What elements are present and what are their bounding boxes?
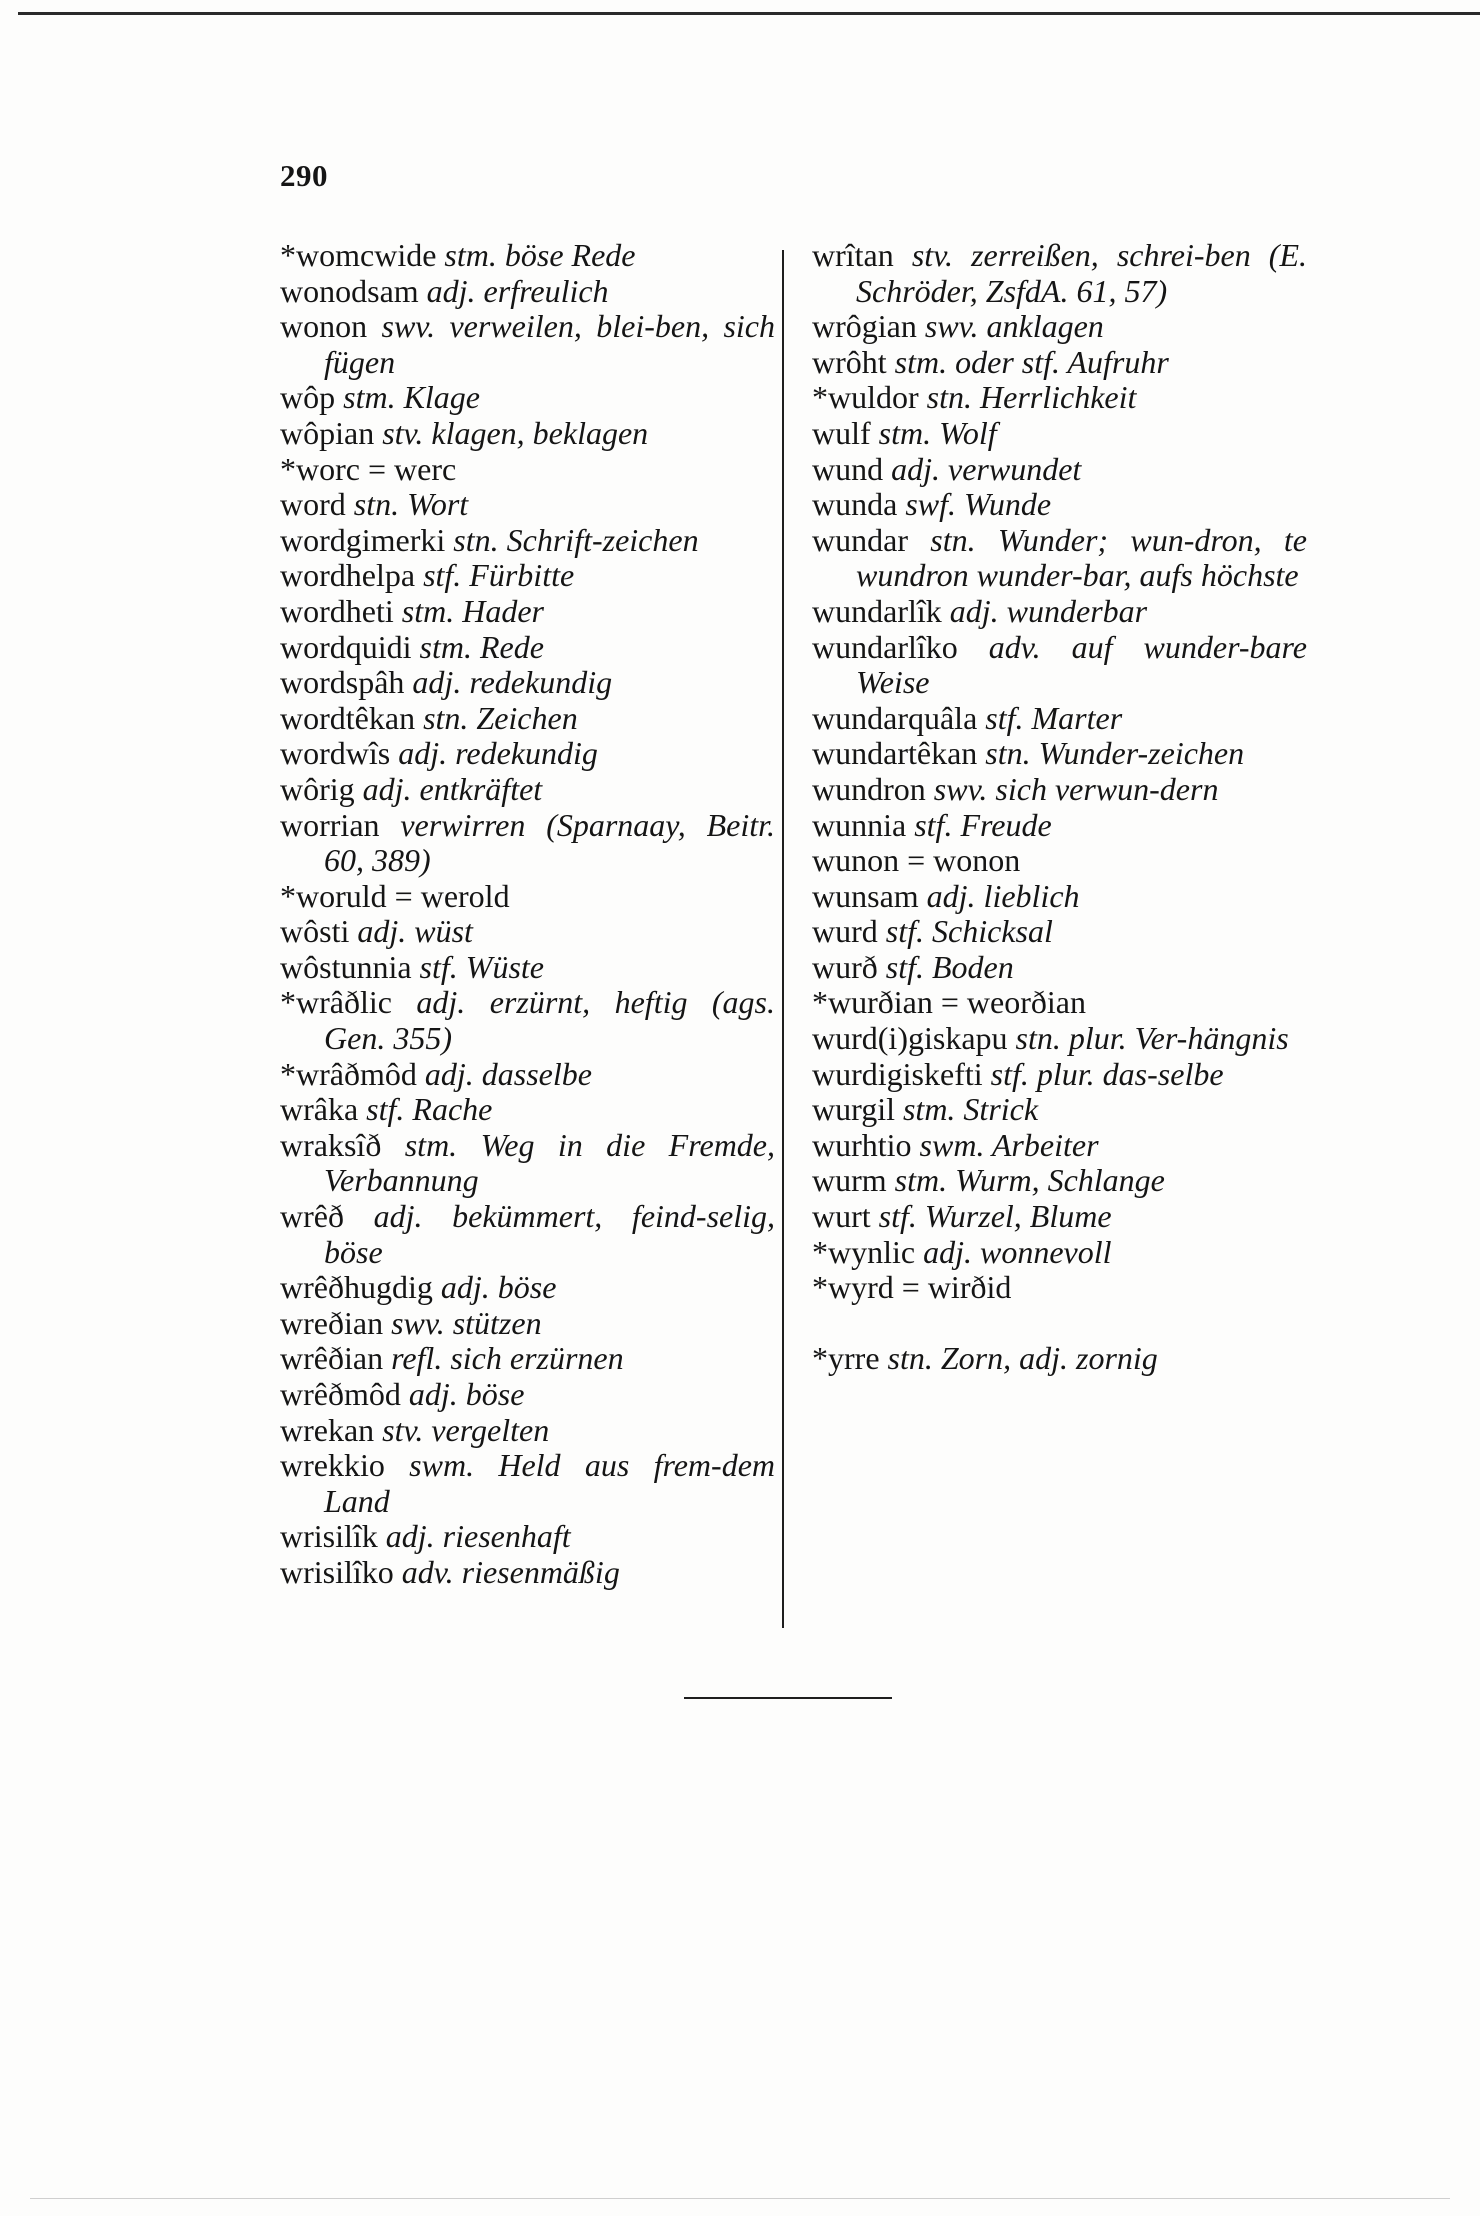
dictionary-entry: [812, 879, 1307, 915]
dictionary-entry: [280, 309, 775, 380]
headword: wrêð: [280, 1198, 344, 1235]
dictionary-entry: [280, 487, 775, 523]
dictionary-entry: [280, 1448, 775, 1519]
definition: swm. Held aus frem-dem Land: [324, 1447, 776, 1519]
dictionary-entry: [280, 1413, 775, 1449]
dictionary-entry: [280, 594, 775, 630]
headword: *womcwide: [280, 237, 437, 273]
dictionary-entry: [280, 1057, 775, 1093]
definition: stv. vergelten: [382, 1411, 550, 1448]
left-column: [280, 238, 775, 1591]
definition: stn. Wunder-zeichen: [985, 735, 1245, 772]
section-end-rule: [684, 1697, 892, 1699]
top-border-line: [18, 12, 1480, 15]
headword: wonodsam: [280, 272, 419, 309]
definition: stn. Zeichen: [423, 699, 578, 736]
headword: wundarquâla: [812, 699, 978, 736]
dictionary-entry: [280, 452, 775, 488]
definition: stf. Boden: [885, 948, 1014, 985]
dictionary-entry: [280, 1270, 775, 1306]
headword: wundartêkan: [812, 735, 978, 772]
dictionary-entry: [280, 274, 775, 310]
dictionary-entry: [812, 452, 1307, 488]
dictionary-entry: [812, 736, 1307, 772]
dictionary-entry: [812, 1092, 1307, 1128]
definition: stf. Schicksal: [885, 913, 1053, 950]
definition: adj. entkräftet: [362, 770, 543, 807]
headword: wurd: [812, 913, 878, 950]
headword: wurhtio: [812, 1126, 912, 1163]
headword: wundar: [812, 521, 908, 558]
dictionary-entry: [812, 1270, 1307, 1306]
definition: adj. wonnevoll: [923, 1233, 1112, 1270]
definition: adj. erzürnt, heftig (ags. Gen. 355): [324, 984, 776, 1057]
dictionary-entry: [280, 736, 775, 772]
dictionary-entry: [812, 238, 1307, 309]
headword: wrekkio: [280, 1447, 385, 1484]
dictionary-entry: [812, 630, 1307, 701]
dictionary-entry: [280, 701, 775, 737]
headword: wordhelpa: [280, 557, 416, 594]
definition: stv. zerreißen, schrei-ben (E. Schröder, ZsfdA. 61, 57): [856, 237, 1308, 309]
definition: refl. sich erzürnen: [391, 1340, 624, 1377]
dictionary-entry: [280, 665, 775, 701]
headword: wôstunnia: [280, 948, 412, 985]
dictionary-entry: [280, 1341, 775, 1377]
definition: stm. Rede: [419, 628, 544, 665]
definition: stn. Zorn, adj. zornig: [887, 1340, 1158, 1377]
dictionary-entry: [280, 1519, 775, 1555]
headword: *woruld = werold: [280, 877, 510, 914]
headword: wulf: [812, 414, 871, 451]
headword: wrekan: [280, 1411, 375, 1448]
definition: stf. Rache: [366, 1091, 493, 1128]
definition: adv. riesenmäßig: [401, 1553, 620, 1590]
headword: *wrâðlic: [280, 984, 392, 1021]
definition: adj. böse: [440, 1269, 557, 1306]
headword: worrian: [280, 806, 380, 843]
definition: swm. Arbeiter: [919, 1126, 1099, 1163]
headword: wreðian: [280, 1304, 384, 1341]
headword: wrisilîko: [280, 1553, 394, 1590]
definition: swv. verweilen, blei-ben, sich fügen: [324, 308, 776, 380]
dictionary-entry: [280, 1306, 775, 1342]
definition: stn. Herrlichkeit: [926, 379, 1137, 416]
headword: wrôht: [812, 343, 887, 380]
dictionary-entry: [280, 985, 775, 1056]
definition: stn. plur. Ver-hängnis: [1015, 1020, 1289, 1057]
headword: wordheti: [280, 592, 394, 629]
dictionary-entry: [812, 1128, 1307, 1164]
headword: wordgimerki: [280, 521, 446, 558]
dictionary-entry: [280, 416, 775, 452]
definition: stf. Fürbitte: [423, 557, 575, 594]
dictionary-entry: [280, 772, 775, 808]
dictionary-entry: [812, 1341, 1307, 1377]
headword: wôsti: [280, 913, 350, 950]
definition: swv. sich verwun-dern: [933, 770, 1219, 807]
right-column: [812, 238, 1307, 1377]
dictionary-entry: [812, 594, 1307, 630]
dictionary-entry: [812, 1235, 1307, 1271]
definition: swv. stützen: [391, 1304, 542, 1341]
definition: swf. Wunde: [905, 486, 1052, 523]
headword: wrêðhugdig: [280, 1269, 433, 1306]
definition: stf. plur. das-selbe: [990, 1055, 1224, 1092]
definition: stm. Klage: [343, 379, 480, 416]
dictionary-entry: [280, 380, 775, 416]
definition: adj. verwundet: [891, 450, 1082, 487]
dictionary-entry: [812, 1163, 1307, 1199]
headword: *wuldor: [812, 379, 919, 416]
definition: adj. dasselbe: [424, 1055, 592, 1092]
headword: *wurðian = weorðian: [812, 984, 1086, 1021]
headword: wrêðian: [280, 1340, 384, 1377]
definition: adv. auf wunder-bare Weise: [856, 628, 1307, 701]
definition: stv. klagen, beklagen: [382, 414, 649, 451]
definition: adj. erfreulich: [426, 272, 609, 309]
headword: wurt: [812, 1198, 871, 1235]
bottom-edge-line: [30, 2198, 1450, 2199]
definition: stf. Marter: [985, 699, 1123, 736]
dictionary-entry: [280, 950, 775, 986]
headword: wonon: [280, 308, 368, 345]
definition: stm. oder stf. Aufruhr: [894, 343, 1169, 380]
dictionary-entry: [812, 701, 1307, 737]
headword: *wynlic: [812, 1233, 916, 1270]
dictionary-entry: [280, 1128, 775, 1199]
headword: wrâka: [280, 1091, 359, 1128]
definition: adj. riesenhaft: [385, 1518, 571, 1555]
definition: adj. redekundig: [398, 735, 598, 772]
definition: stm. Wurm, Schlange: [894, 1162, 1165, 1199]
definition: stn. Schrift-zeichen: [453, 521, 699, 558]
definition: adj. böse: [408, 1376, 525, 1412]
headword: wundarlîk: [812, 592, 942, 629]
headword: wurdigiskefti: [812, 1055, 983, 1092]
definition: stm. Strick: [902, 1091, 1039, 1128]
headword: wunda: [812, 486, 898, 523]
dictionary-entry: [812, 416, 1307, 452]
dictionary-entry: [812, 808, 1307, 844]
headword: wundarlîko: [812, 628, 958, 665]
headword: wordquidi: [280, 628, 412, 665]
definition: stm. Wolf: [878, 414, 997, 451]
dictionary-entry: [812, 843, 1307, 879]
headword: *wyrd = wirðid: [812, 1269, 1012, 1306]
headword: wraksîð: [280, 1126, 382, 1163]
definition: stn. Wunder; wun-dron, te wundron wunder-bar, aufs höchste: [856, 521, 1307, 594]
dictionary-entry: [280, 558, 775, 594]
dictionary-entry: [280, 1377, 775, 1413]
dictionary-entry: [280, 879, 775, 915]
definition: stn. Wort: [353, 486, 469, 523]
headword: wôp: [280, 379, 336, 416]
headword: wunnia: [812, 806, 907, 843]
dictionary-entry: [812, 487, 1307, 523]
headword: wôpian: [280, 414, 375, 451]
dictionary-entry: [280, 1555, 775, 1591]
dictionary-entry: [812, 345, 1307, 381]
definition: verwirren (Sparnaay, Beitr. 60, 389): [324, 806, 775, 879]
dictionary-entry: [280, 1092, 775, 1128]
headword: wrisilîk: [280, 1518, 378, 1555]
headword: wund: [812, 450, 884, 487]
dictionary-entry: [812, 1199, 1307, 1235]
definition: stf. Wüste: [419, 948, 544, 985]
definition: adj. wüst: [357, 913, 473, 950]
headword: wôrig: [280, 770, 355, 807]
column-divider: [782, 250, 784, 1628]
dictionary-entry: [812, 1021, 1307, 1057]
definition: stm. böse Rede: [444, 237, 636, 273]
headword: wunsam: [812, 877, 919, 914]
dictionary-entry: [280, 1199, 775, 1270]
definition: adj. lieblich: [926, 877, 1080, 914]
dictionary-entry: [812, 1057, 1307, 1093]
dictionary-entry: [812, 523, 1307, 594]
dictionary-entry: [280, 808, 775, 879]
definition: swv. anklagen: [924, 308, 1104, 345]
dictionary-entry: [812, 950, 1307, 986]
definition: stf. Wurzel, Blume: [878, 1198, 1112, 1235]
dictionary-entry: [812, 772, 1307, 808]
definition: adj. wunderbar: [949, 592, 1148, 629]
headword: wordspâh: [280, 664, 405, 701]
headword: wrôgian: [812, 308, 917, 345]
headword: *worc = werc: [280, 450, 457, 487]
dictionary-entry: [812, 309, 1307, 345]
headword: word: [280, 486, 346, 523]
headword: wurð: [812, 948, 878, 985]
headword: wrêðmôd: [280, 1376, 401, 1412]
headword: wordwîs: [280, 735, 391, 772]
headword: wunon = wonon: [812, 842, 1021, 879]
headword: wurgil: [812, 1091, 895, 1128]
definition: stm. Weg in die Fremde, Verbannung: [324, 1126, 776, 1199]
headword: wrîtan: [812, 237, 894, 273]
headword: wordtêkan: [280, 699, 416, 736]
definition: stf. Freude: [914, 806, 1052, 843]
headword: *yrre: [812, 1340, 880, 1377]
headword: *wrâðmôd: [280, 1055, 417, 1092]
headword: wundron: [812, 770, 926, 807]
dictionary-entry: [812, 380, 1307, 416]
page-number: 290: [280, 158, 328, 193]
dictionary-entry: [812, 985, 1307, 1021]
headword: wurd(i)giskapu: [812, 1020, 1008, 1057]
definition: stm. Hader: [401, 592, 544, 629]
dictionary-entry: [280, 523, 775, 559]
definition: adj. bekümmert, feind-selig, böse: [324, 1198, 776, 1270]
dictionary-entry: [280, 914, 775, 950]
dictionary-entry: [812, 914, 1307, 950]
headword: wurm: [812, 1162, 887, 1199]
dictionary-entry: [280, 238, 775, 274]
dictionary-entry: [280, 630, 775, 666]
definition: adj. redekundig: [412, 664, 613, 701]
